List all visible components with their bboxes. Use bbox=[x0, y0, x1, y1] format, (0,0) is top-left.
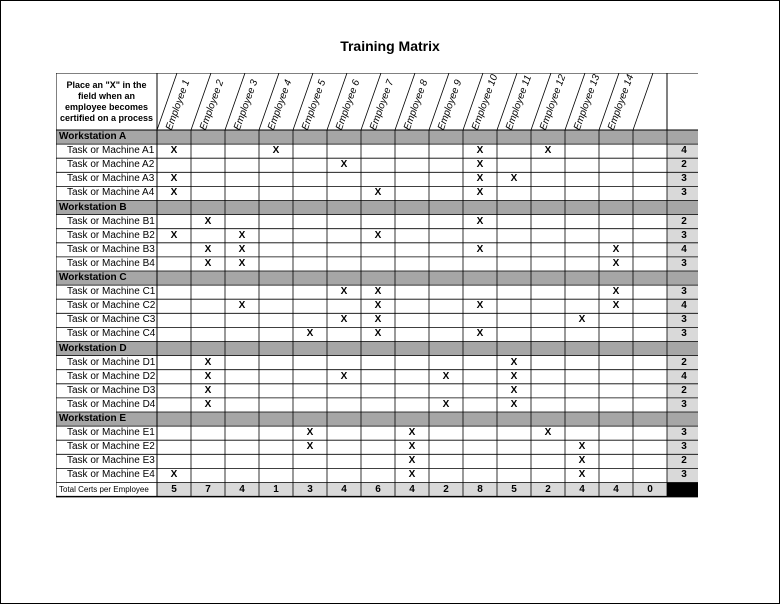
certification-mark: X bbox=[578, 441, 586, 453]
certification-mark: X bbox=[170, 187, 178, 199]
employee-total: 5 bbox=[511, 483, 517, 495]
employee-header: Employee 5 bbox=[300, 78, 329, 132]
certification-mark: X bbox=[510, 384, 518, 396]
certification-mark: X bbox=[374, 328, 382, 340]
row-total: 4 bbox=[681, 300, 687, 312]
certification-mark: X bbox=[340, 286, 348, 298]
certification-mark: X bbox=[544, 145, 552, 157]
certification-mark: X bbox=[204, 243, 212, 255]
row-total: 3 bbox=[681, 173, 687, 185]
task-label: Task or Machine E1 bbox=[67, 427, 155, 439]
task-label: Task or Machine A2 bbox=[67, 159, 155, 171]
certification-mark: X bbox=[476, 300, 484, 312]
row-total: 3 bbox=[681, 398, 687, 410]
row-total: 3 bbox=[681, 469, 687, 481]
certification-mark: X bbox=[476, 243, 484, 255]
certification-mark: X bbox=[340, 370, 348, 382]
certification-mark: X bbox=[510, 173, 518, 185]
certification-mark: X bbox=[204, 384, 212, 396]
certification-mark: X bbox=[510, 398, 518, 410]
certification-mark: X bbox=[204, 398, 212, 410]
row-total: 2 bbox=[681, 356, 687, 368]
certification-mark: X bbox=[578, 314, 586, 326]
certification-mark: X bbox=[612, 243, 620, 255]
row-total: 2 bbox=[681, 455, 687, 467]
certification-mark: X bbox=[374, 314, 382, 326]
employee-header: Employee 10 bbox=[470, 73, 501, 132]
task-label: Task or Machine D2 bbox=[67, 370, 156, 382]
certification-mark: X bbox=[374, 229, 382, 241]
certification-mark: X bbox=[476, 328, 484, 340]
certification-mark: X bbox=[340, 314, 348, 326]
row-total: 3 bbox=[681, 328, 687, 340]
certification-mark: X bbox=[442, 370, 450, 382]
certification-mark: X bbox=[612, 300, 620, 312]
certification-mark: X bbox=[238, 300, 246, 312]
matrix-cells bbox=[56, 73, 698, 500]
task-label: Task or Machine D4 bbox=[67, 398, 156, 410]
employee-total: 4 bbox=[579, 483, 585, 495]
certification-mark: X bbox=[476, 215, 484, 227]
certification-mark: X bbox=[374, 286, 382, 298]
certification-mark: X bbox=[272, 145, 280, 157]
employee-total: 4 bbox=[409, 483, 415, 495]
task-label: Task or Machine E2 bbox=[67, 441, 155, 453]
employee-total: 7 bbox=[205, 483, 211, 495]
certification-mark: X bbox=[238, 257, 246, 269]
page-title: Training Matrix bbox=[340, 38, 440, 54]
task-label: Task or Machine A3 bbox=[67, 173, 155, 185]
certification-mark: X bbox=[374, 300, 382, 312]
task-label: Task or Machine E3 bbox=[67, 455, 155, 467]
employee-header: Employee 13 bbox=[572, 73, 603, 132]
certification-mark: X bbox=[408, 469, 416, 481]
certification-mark: X bbox=[170, 229, 178, 241]
task-label: Task or Machine B2 bbox=[67, 229, 155, 241]
employee-total: 2 bbox=[443, 483, 449, 495]
certification-mark: X bbox=[170, 145, 178, 157]
certification-mark: X bbox=[510, 356, 518, 368]
task-label: Task or Machine B1 bbox=[67, 215, 155, 227]
certification-mark: X bbox=[238, 243, 246, 255]
workstation-label: Workstation E bbox=[59, 413, 127, 424]
certification-mark: X bbox=[340, 159, 348, 171]
certification-mark: X bbox=[476, 173, 484, 185]
certification-mark: X bbox=[238, 229, 246, 241]
training-matrix bbox=[56, 73, 698, 500]
employee-header: Employee 6 bbox=[334, 78, 363, 132]
row-total: 3 bbox=[681, 257, 687, 269]
row-total: 4 bbox=[681, 145, 687, 157]
task-label: Task or Machine D1 bbox=[67, 356, 156, 368]
certification-mark: X bbox=[204, 215, 212, 227]
task-label: Task or Machine C1 bbox=[67, 286, 156, 298]
certification-mark: X bbox=[374, 187, 382, 199]
employee-header: Employee 9 bbox=[436, 78, 465, 132]
employee-header: Employee 4 bbox=[266, 78, 295, 132]
certification-mark: X bbox=[204, 370, 212, 382]
certification-mark: X bbox=[204, 356, 212, 368]
employee-total: 0 bbox=[647, 483, 653, 495]
certification-mark: X bbox=[170, 173, 178, 185]
row-total: 2 bbox=[681, 215, 687, 227]
employee-total: 6 bbox=[375, 483, 381, 495]
workstation-label: Workstation A bbox=[59, 131, 127, 142]
row-total: 3 bbox=[681, 187, 687, 199]
certification-mark: X bbox=[510, 370, 518, 382]
task-label: Task or Machine A4 bbox=[67, 187, 155, 199]
employee-total: 1 bbox=[273, 483, 279, 495]
employee-total: 4 bbox=[613, 483, 619, 495]
certification-mark: X bbox=[476, 187, 484, 199]
employee-total: 4 bbox=[341, 483, 347, 495]
row-total: 4 bbox=[681, 243, 687, 255]
certification-mark: X bbox=[306, 427, 314, 439]
employee-header: Employee 7 bbox=[368, 78, 397, 132]
row-total: 3 bbox=[681, 286, 687, 298]
task-label: Task or Machine B4 bbox=[67, 257, 155, 269]
employee-header: Employee 3 bbox=[232, 78, 261, 132]
certification-mark: X bbox=[170, 469, 178, 481]
certification-mark: X bbox=[544, 427, 552, 439]
row-total: 3 bbox=[681, 427, 687, 439]
employee-total: 8 bbox=[477, 483, 483, 495]
employee-total: 4 bbox=[239, 483, 245, 495]
workstation-label: Workstation B bbox=[59, 201, 127, 213]
certification-mark: X bbox=[612, 257, 620, 269]
task-label: Task or Machine A1 bbox=[67, 145, 155, 157]
certification-mark: X bbox=[408, 441, 416, 453]
task-label: Task or Machine C2 bbox=[67, 300, 156, 312]
task-label: Task or Machine D3 bbox=[67, 384, 156, 396]
totals-label: Total Certs per Employee bbox=[59, 484, 149, 494]
certification-mark: X bbox=[612, 286, 620, 298]
row-total: 3 bbox=[681, 441, 687, 453]
row-total: 3 bbox=[681, 229, 687, 241]
task-label: Task or Machine C3 bbox=[67, 314, 156, 326]
employee-header: Employee 2 bbox=[198, 78, 227, 132]
certification-mark: X bbox=[408, 427, 416, 439]
row-total: 2 bbox=[681, 159, 687, 171]
row-total: 2 bbox=[681, 384, 687, 396]
employee-header: Employee 12 bbox=[538, 73, 569, 132]
employee-total: 3 bbox=[307, 483, 313, 495]
row-total: 3 bbox=[681, 314, 687, 326]
task-label: Task or Machine E4 bbox=[67, 469, 155, 481]
certification-mark: X bbox=[476, 159, 484, 171]
employee-total: 2 bbox=[545, 483, 551, 495]
certification-mark: X bbox=[408, 455, 416, 467]
certification-mark: X bbox=[204, 257, 212, 269]
task-label: Task or Machine C4 bbox=[67, 328, 156, 340]
certification-mark: X bbox=[578, 469, 586, 481]
task-label: Task or Machine B3 bbox=[67, 243, 155, 255]
employee-header: Employee 11 bbox=[504, 73, 535, 132]
instruction-text: Place an "X" in the field when an employee becomes certified on a process bbox=[59, 80, 154, 123]
row-total: 4 bbox=[681, 370, 687, 382]
employee-header bbox=[640, 62, 664, 128]
workstation-label: Workstation C bbox=[59, 272, 127, 283]
employee-header: Employee 8 bbox=[402, 78, 431, 132]
workstation-label: Workstation D bbox=[59, 342, 127, 354]
certification-mark: X bbox=[476, 145, 484, 157]
certification-mark: X bbox=[306, 328, 314, 340]
certification-mark: X bbox=[578, 455, 586, 467]
certification-mark: X bbox=[306, 441, 314, 453]
employee-header: Employee 14 bbox=[606, 73, 637, 132]
certification-mark: X bbox=[442, 398, 450, 410]
employee-total: 5 bbox=[171, 483, 177, 495]
employee-header: Employee 1 bbox=[164, 78, 193, 132]
